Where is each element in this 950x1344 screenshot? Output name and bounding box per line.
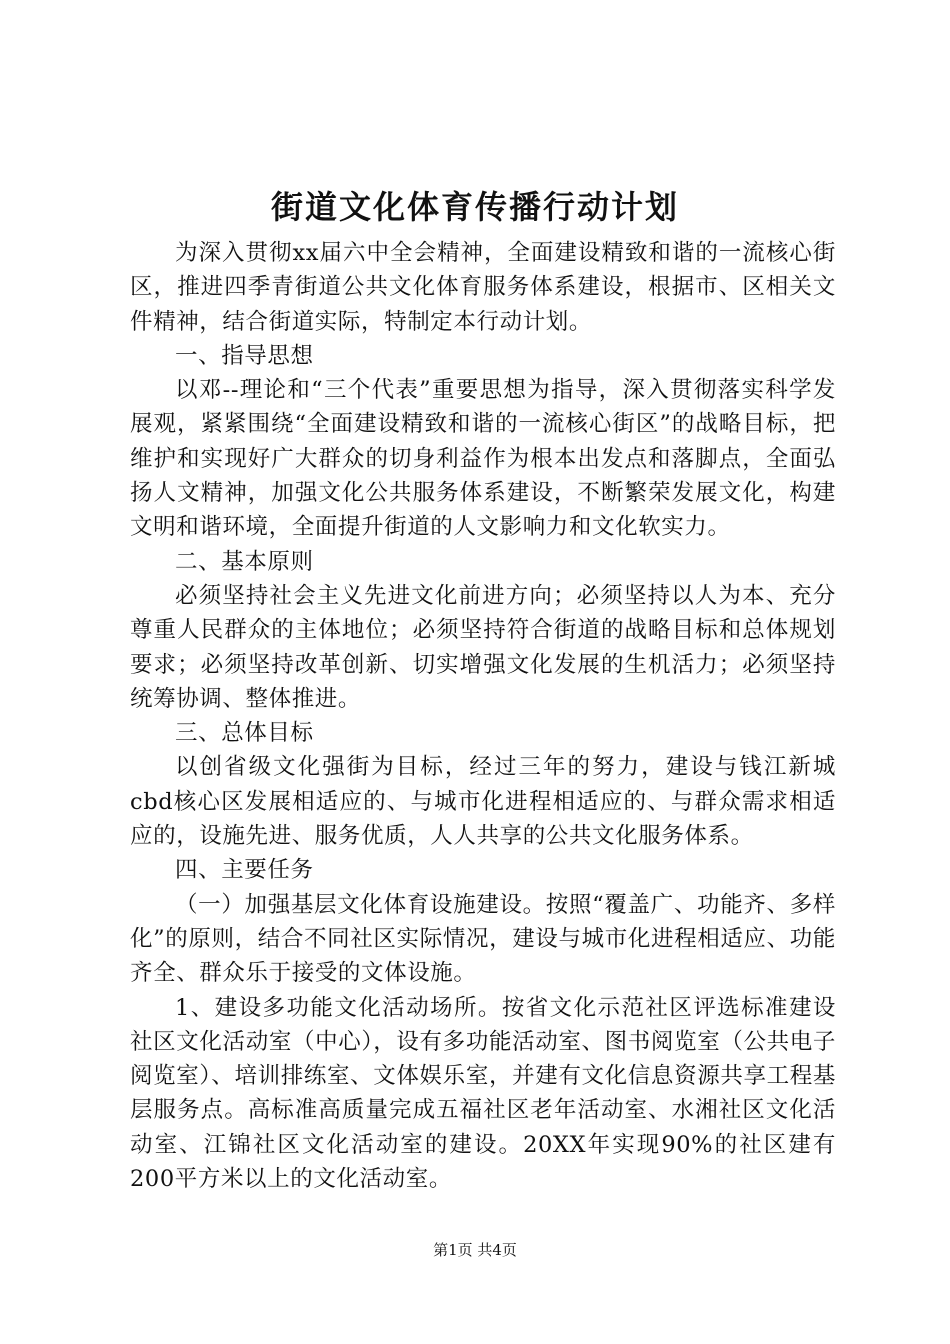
basic-principles-paragraph: 必须坚持社会主义先进文化前进方向；必须坚持以人为本、充分尊重人民群众的主体地位；必须坚持符合街道的战略目标和总体规划要求；必须坚持改革创新、切实增强文化发展的生机活力；必须坚持统筹协调、整体推进。	[130, 582, 836, 712]
page-footer: 第1页 共4页	[433, 1241, 517, 1259]
document-title: 街道文化体育传播行动计划	[270, 188, 679, 226]
main-tasks-subsection-paragraph: （一）加强基层文化体育设施建设。按照“覆盖广、功能齐、多样化”的原则，结合不同社区实际情况，建设与城市化进程相适应、功能齐全、群众乐于接受的文体设施。	[130, 891, 836, 987]
intro-paragraph: 为深入贯彻xx届六中全会精神，全面建设精致和谐的一流核心街区，推进四季青街道公共文化体育服务体系建设，根据市、区相关文件精神，结合街道实际，特制定本行动计划。	[130, 240, 836, 335]
section-heading-guiding-ideology: 一、指导思想	[175, 342, 314, 369]
section-heading-main-tasks: 四、主要任务	[175, 857, 314, 884]
section-heading-basic-principles: 二、基本原则	[175, 548, 314, 575]
section-heading-overall-goal: 三、总体目标	[175, 720, 314, 747]
document-body	[130, 236, 836, 1196]
guiding-ideology-paragraph: 以邓--理论和“三个代表”重要思想为指导，深入贯彻落实科学发展观，紧紧围绕“全面建设精致和谐的一流核心街区”的战略目标，把维护和实现好广大群众的切身利益作为根本出发点和落脚点，全面弘扬人文精神，加强文化公共服务体系建设，不断繁荣发展文化，构建文明和谐环境，全面提升街道的人文影响力和文化软实力。	[130, 377, 836, 541]
overall-goal-paragraph: 以创省级文化强街为目标，经过三年的努力，建设与钱江新城cbd核心区发展相适应的、与城市化进程相适应的、与群众需求相适应的，设施先进、服务优质，人人共享的公共文化服务体系。	[130, 754, 836, 850]
main-tasks-item-paragraph: 1、建设多功能文化活动场所。按省文化示范社区评选标准建设社区文化活动室（中心），设有多功能活动室、图书阅览室（公共电子阅览室）、培训排练室、文体娱乐室，并建有文化信息资源共享工程基层服务点。高标准高质量完成五福社区老年活动室、水湘社区文化活动室、江锦社区文化活动室的建设。20XX年实现90%的社区建有200平方米以上的文化活动室。	[130, 994, 836, 1193]
